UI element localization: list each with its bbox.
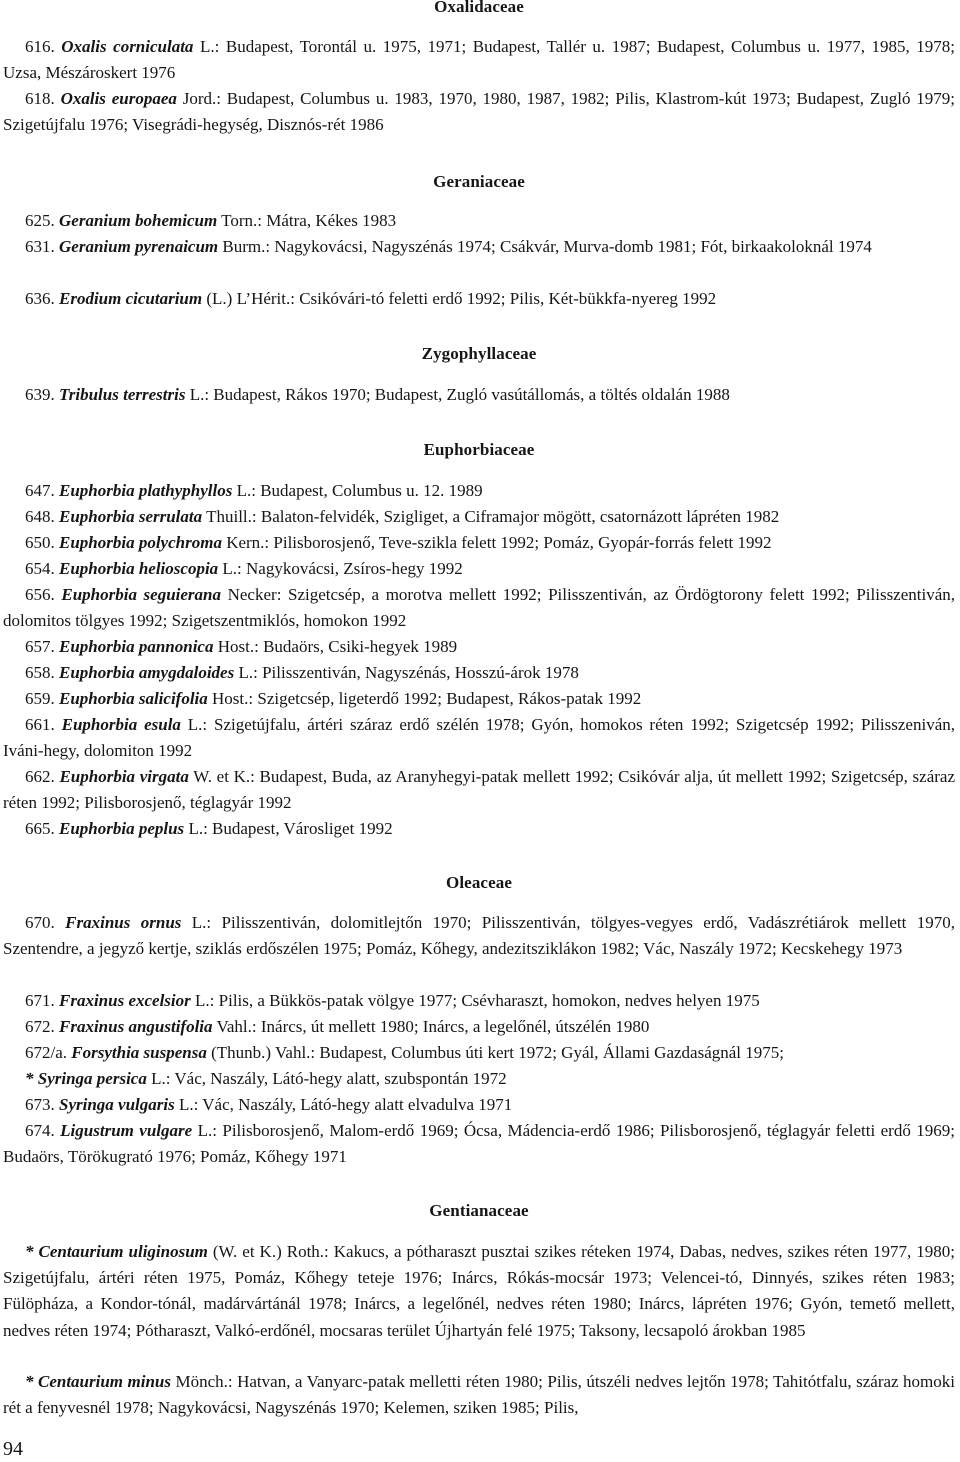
species-entry: 658. Euphorbia amygdaloides L.: Pilisszentiván, Nagyszénás, Hosszú-árok 1978: [25, 663, 579, 682]
species-entry: 665. Euphorbia peplus L.: Budapest, Városliget 1992: [25, 819, 393, 838]
species-entry: 631. Geranium pyrenaicum Burm.: Nagykovácsi, Nagyszénás 1974; Csákvár, Murva-domb 1981; Fót, birkaakoloknál 1974: [25, 237, 872, 256]
species-entry: 648. Euphorbia serrulata Thuill.: Balaton-felvidék, Szigliget, a Ciframajor mögött, csatornázott lápréten 1982: [25, 507, 780, 526]
species-name: Euphorbia peplus: [59, 819, 185, 838]
species-name: Centaurium minus: [38, 1372, 171, 1391]
species-entry: 661. Euphorbia esula L.: Szigetújfalu, ártéri száraz erdő szélén 1978; Gyón, homokos réten 1992; Szigetcsép 1992; Pilisszeniván, Iváni-hegy, dolomiton 1992: [3, 715, 955, 761]
species-entry: * Centaurium minus Mönch.: Hatvan, a Vanyarc-patak melletti réten 1980; Pilis, útszéli nedves lejtőn 1978; Tahitótfalu, száraz homoki rét a fenyvesnél 1978; Nagykovácsi, Nagyszénás 1970; Kelemen, sziken 1985; Pilis,: [3, 1372, 955, 1418]
species-entry: 656. Euphorbia seguierana Necker: Szigetcsép, a morotva mellett 1992; Pilisszentiván, az Ördögtorony felett 1992; Pilisszentiván, dolomitos tölgyes 1992; Szigetszentmiklós, homokon 1992: [3, 585, 956, 631]
species-entry: 625. Geranium bohemicum Torn.: Mátra, Kékes 1983: [25, 211, 397, 230]
species-name: Fraxinus excelsior: [59, 991, 191, 1010]
family-heading: Zygophyllaceae: [421, 344, 537, 363]
species-entry: 670. Fraxinus ornus L.: Pilisszentiván, dolomitlejtőn 1970; Pilisszentiván, tölgyes-vegyes erdő, Vadászrétiárok mellett 1970, Szentendre, a jegyző kertje, sziklás erdőszélen 1975; Pomáz, Kőhegy, andezitsziklákon 1982; Vác, Naszály 1972; Kecskehegy 1973: [3, 913, 956, 959]
species-name: Ligustrum vulgare: [60, 1121, 193, 1140]
species-name: Oxalis europaea: [60, 89, 177, 108]
species-entry: 673. Syringa vulgaris L.: Vác, Naszály, Látó-hegy alatt elvadulva 1971: [25, 1095, 513, 1114]
family-heading: Oleaceae: [446, 873, 512, 892]
species-name: Syringa persica: [37, 1069, 147, 1088]
species-name: Fraxinus angustifolia: [59, 1017, 213, 1036]
species-name: Euphorbia esula: [61, 715, 181, 734]
species-entry: 650. Euphorbia polychroma Kern.: Pilisborosjenő, Teve-szikla felett 1992; Pomáz, Gyopár-forrás felett 1992: [25, 533, 772, 552]
species-name: Euphorbia virgata: [59, 767, 189, 786]
species-entry: 674. Ligustrum vulgare L.: Pilisborosjenő, Malom-erdő 1969; Ócsa, Mádencia-erdő 1986; Pilisborosjenő, téglagyár feletti erdő 1969; Budaörs, Törökugrató 1976; Pomáz, Kőhegy 1971: [3, 1121, 955, 1167]
species-entry: 657. Euphorbia pannonica Host.: Budaörs, Csiki-hegyek 1989: [25, 637, 458, 656]
species-entry: 647. Euphorbia plathyphyllos L.: Budapest, Columbus u. 12. 1989: [25, 481, 483, 500]
species-entry: 618. Oxalis europaea Jord.: Budapest, Columbus u. 1983, 1970, 1980, 1987, 1982; Pilis, Klastrom-kút 1973; Budapest, Zugló 1979; Szigetújfalu 1976; Visegrádi-hegység, Disznós-rét 1986: [3, 89, 956, 135]
species-entry: 616. Oxalis corniculata L.: Budapest, Torontál u. 1975, 1971; Budapest, Tallér u. 1987; Budapest, Columbus u. 1977, 1985, 1978; Uzsa, Mészároskert 1976: [3, 37, 955, 83]
species-name: Forsythia suspensa: [71, 1043, 207, 1062]
species-entry: 659. Euphorbia salicifolia Host.: Szigetcsép, ligeterdő 1992; Budapest, Rákos-patak 1992: [25, 689, 642, 708]
species-entry: * Syringa persica L.: Vác, Naszály, Látó-hegy alatt, szubspontán 1972: [25, 1069, 507, 1088]
species-name: Euphorbia seguierana: [61, 585, 222, 604]
species-name: Syringa vulgaris: [59, 1095, 175, 1114]
species-entry: 671. Fraxinus excelsior L.: Pilis, a Bükkös-patak völgye 1977; Csévharaszt, homokon, nedves helyen 1975: [25, 991, 760, 1010]
species-name: Euphorbia serrulata: [59, 507, 203, 526]
species-entry: 654. Euphorbia helioscopia L.: Nagykovácsi, Zsíros-hegy 1992: [25, 559, 463, 578]
species-name: Erodium cicutarium: [59, 289, 203, 308]
page-number: 94: [3, 1438, 23, 1460]
family-heading: Gentianaceae: [429, 1201, 529, 1220]
species-entry: 636. Erodium cicutarium (L.) L’Hérit.: Csikóvári-tó feletti erdő 1992; Pilis, Két-bükkfa-nyereg 1992: [25, 289, 717, 308]
species-name: Euphorbia helioscopia: [59, 559, 219, 578]
species-name: Euphorbia pannonica: [59, 637, 214, 656]
species-name: Geranium pyrenaicum: [59, 237, 219, 256]
family-heading: Euphorbiaceae: [423, 440, 535, 459]
family-heading: Geraniaceae: [433, 172, 525, 191]
species-name: Centaurium uliginosum: [38, 1242, 208, 1261]
species-name: Euphorbia polychroma: [59, 533, 222, 552]
species-name: Euphorbia plathyphyllos: [59, 481, 233, 500]
species-entry: 672/a. Forsythia suspensa (Thunb.) Vahl.: Budapest, Columbus úti kert 1972; Gyál, Állami Gazdaságnál 1975;: [25, 1043, 784, 1062]
species-entry: * Centaurium uliginosum (W. et K.) Roth.: Kakucs, a pótharaszt pusztai szikes réteken 1974, Dabas, nedves, szikes réten 1977, 1980; Szigetújfalu, ártéri réten 1975, Pomáz, Kőhegy teteje 1976; Inárcs, Rókás-mocsár 1973; Velencei-tó, Dinnyés, szikes réten 1983; Fülöpháza, a Kondor-tónál, madárvártánál 1978; Inárcs, a legelőnél, nedves réten 1980; Inárcs, lápréten 1976; Gyón, temető mellett, nedves réten 1974; Pótharaszt, Valkó-erdőnél, mocsaras terület Újhartyán felé 1975; Taksony, lecsapoló árokban 1985: [3, 1242, 956, 1340]
species-name: Tribulus terrestris: [59, 385, 186, 404]
species-entry: 662. Euphorbia virgata W. et K.: Budapest, Buda, az Aranyhegyi-patak mellett 1992; Csikóvár alja, út mellett 1992; Szigetcsép, száraz réten 1992; Pilisborosjenő, téglagyár 1992: [3, 767, 956, 813]
species-name: Oxalis corniculata: [61, 37, 194, 56]
species-name: Euphorbia salicifolia: [59, 689, 208, 708]
species-name: Euphorbia amygdaloides: [59, 663, 235, 682]
family-heading: Oxalidaceae: [434, 0, 524, 16]
species-name: Fraxinus ornus: [65, 913, 182, 932]
species-entry: 639. Tribulus terrestris L.: Budapest, Rákos 1970; Budapest, Zugló vasútállomás, a töltés oldalán 1988: [25, 385, 730, 404]
species-name: Geranium bohemicum: [59, 211, 218, 230]
species-entry: 672. Fraxinus angustifolia Vahl.: Inárcs, út mellett 1980; Inárcs, a legelőnél, útszélén 1980: [25, 1017, 650, 1036]
